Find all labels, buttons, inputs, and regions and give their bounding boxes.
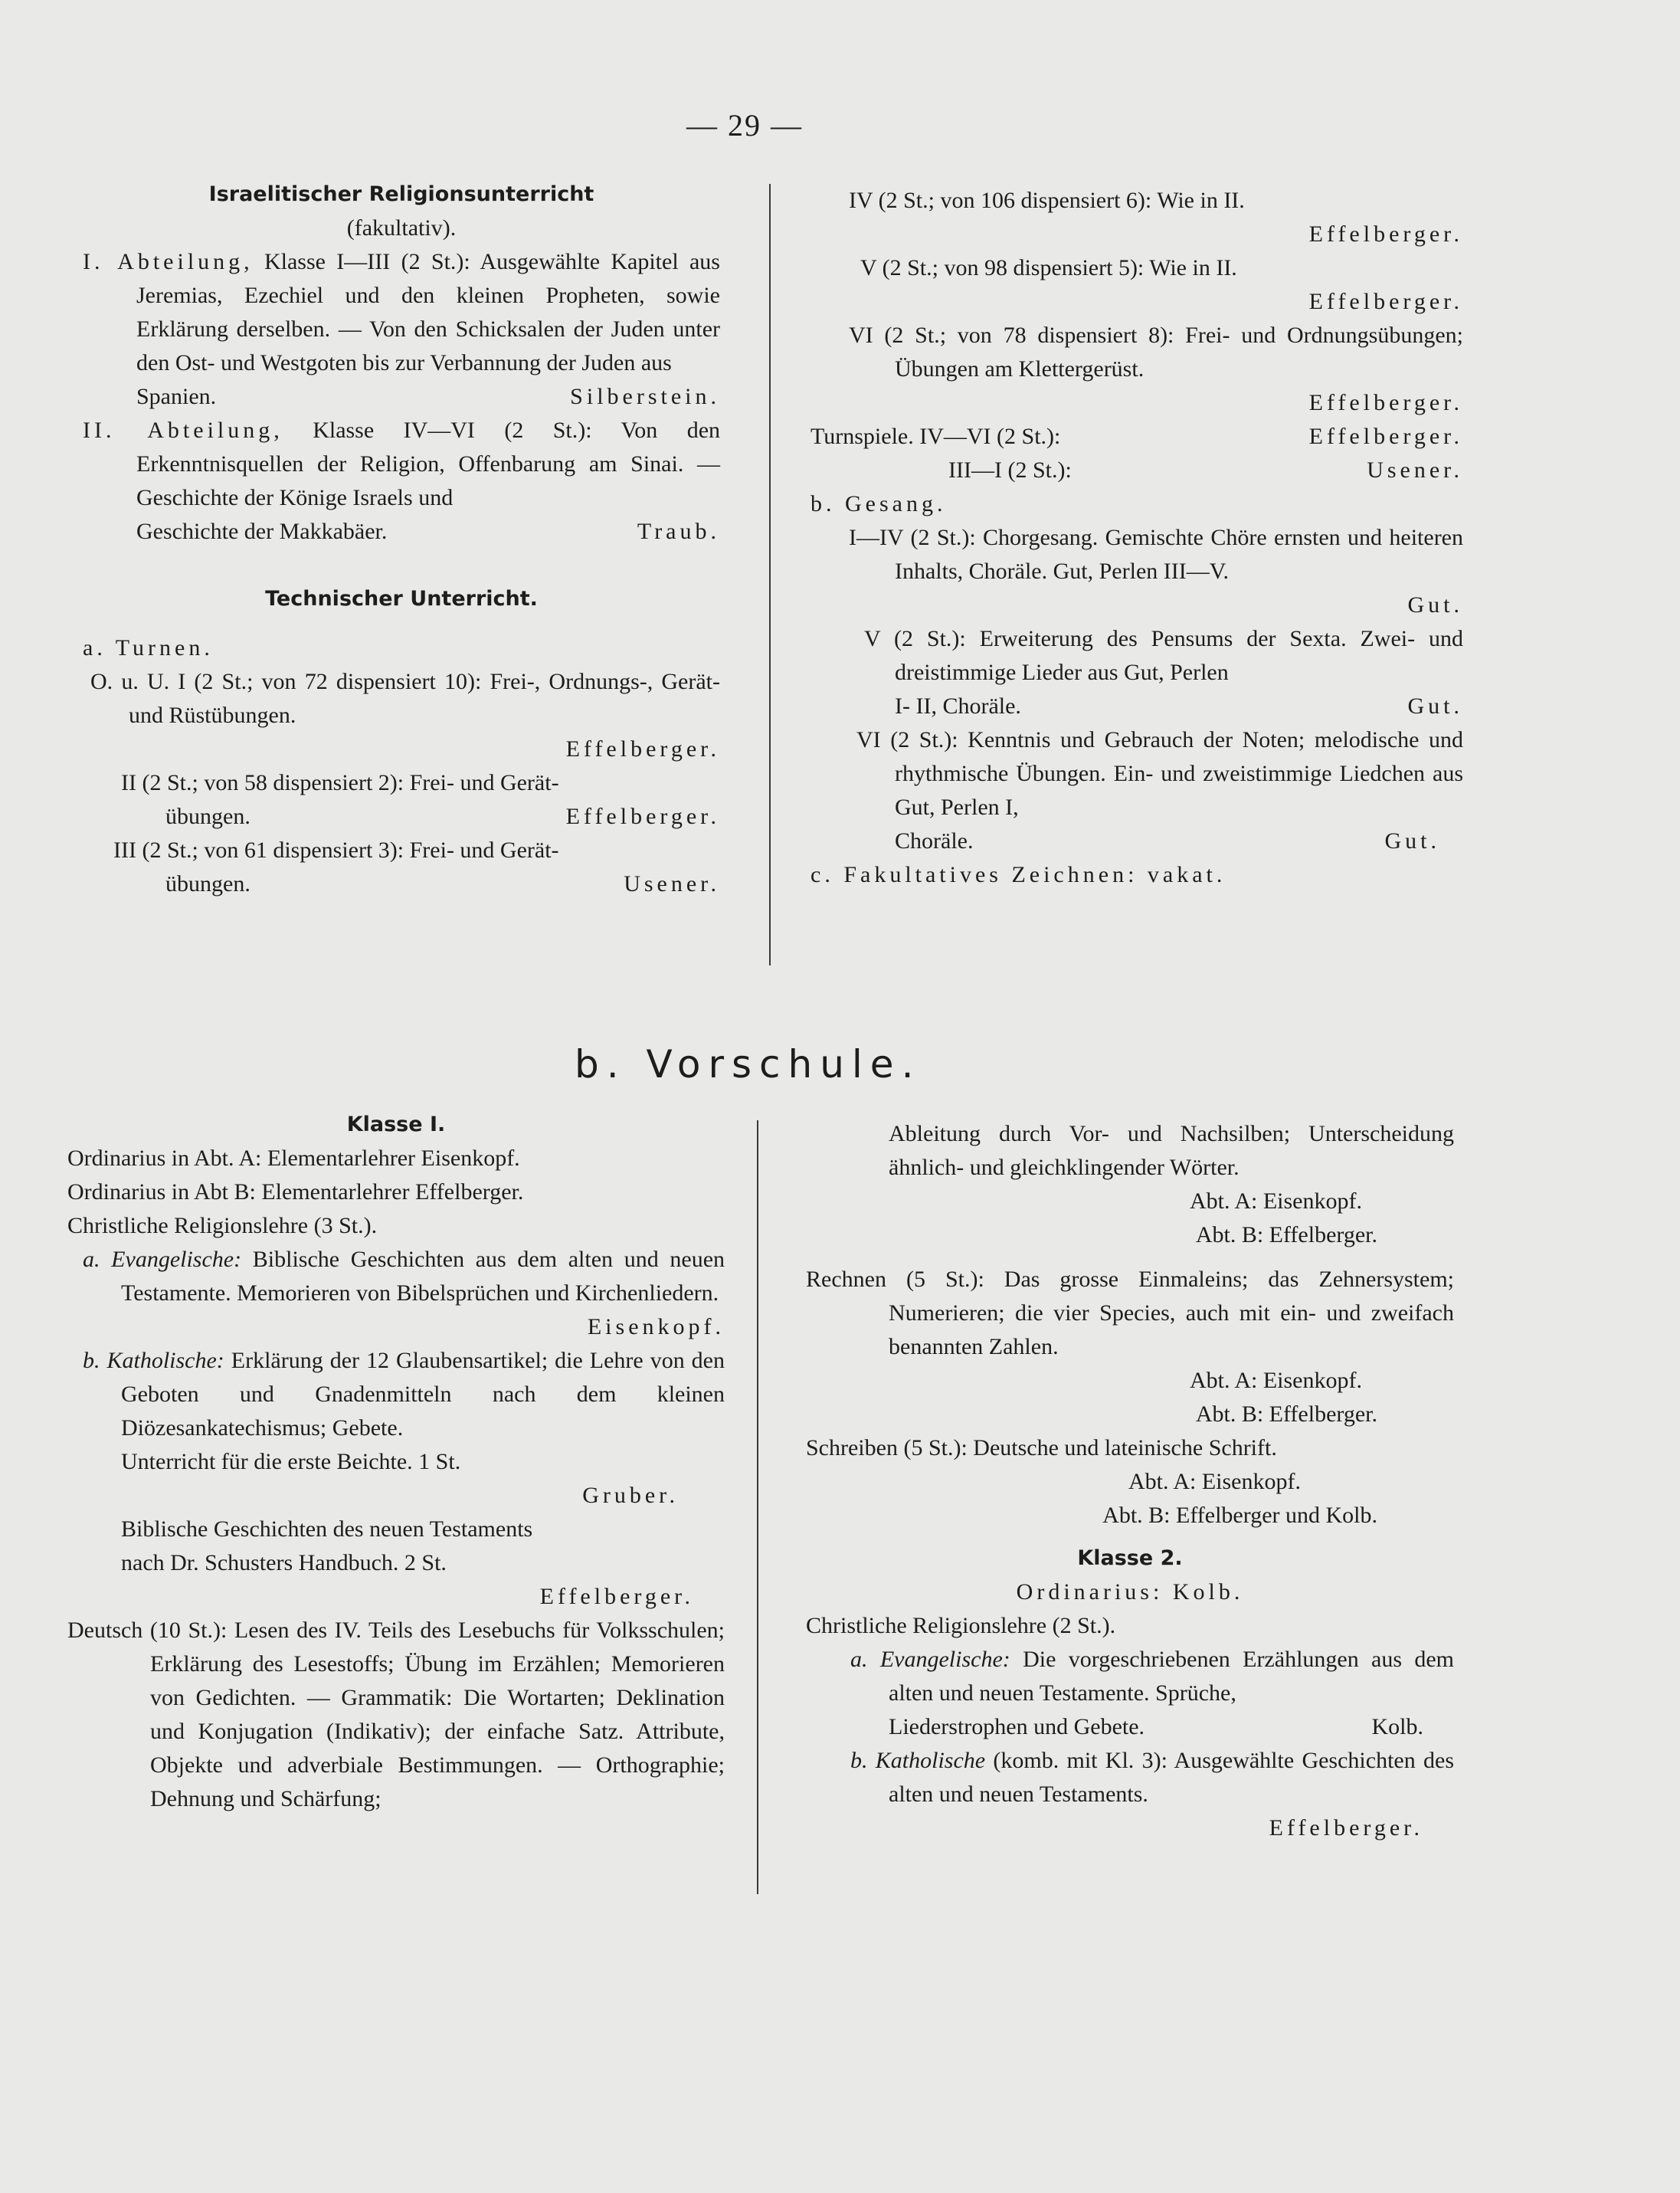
ableitung-abt-b: Abt. B: Effelberger.	[1195, 1222, 1377, 1247]
biblische-teacher-line	[67, 1580, 725, 1614]
rechnen-abt-b: Abt. B: Effelberger.	[1195, 1401, 1377, 1427]
lower-right-column	[806, 1117, 1454, 1845]
turnen-iii-last-line: übungen. Usener.	[165, 867, 720, 901]
teacher-name: Gut.	[1384, 828, 1440, 854]
abteilung-2-label: II. Abteilung,	[83, 418, 283, 443]
teacher-name: Effelberger.	[1308, 221, 1463, 247]
gesang-i-iv-teacher-line	[811, 588, 1463, 622]
turnen-v-teacher-line	[811, 285, 1463, 319]
rechnen-text: Rechnen (5 St.): Das grosse Einmaleins; das Zehnersystem; Numerieren; die vier Species, auch mit ein- und zweifach benannten Zahlen.	[806, 1267, 1454, 1359]
schreiben-text: Schreiben (5 St.): Deutsche und lateinische Schrift.	[806, 1435, 1277, 1460]
heading-klasse-2: Klasse 2.	[1077, 1546, 1183, 1570]
teacher-name: Silberstein.	[570, 384, 720, 409]
evangelische-teacher-line	[67, 1310, 725, 1344]
teacher-name: Gut.	[1407, 693, 1463, 719]
evangelische-2-text: a. Evangelische: Die vorgeschriebenen Erzählungen aus dem alten und neuen Testamente. Sprüche,	[850, 1647, 1455, 1706]
heading-israelitischer-religionsunterricht: Israelitischer Religionsunterricht	[208, 182, 594, 206]
abteilung-1-label: I. Abteilung,	[83, 249, 254, 274]
evangelische-2-last-line: Liederstrophen und Gebete. Kolb.	[889, 1710, 1454, 1744]
zeichnen-text: c. Fakultatives Zeichnen: vakat.	[811, 862, 1226, 887]
turnspiele-line-1: Turnspiele. IV—VI (2 St.): Effelberger.	[811, 420, 1463, 454]
evangelische-text: a. Evangelische: Biblische Geschichten aus dem alten und neuen Testamente. Memorieren von Bibelsprüchen und Kirchenliedern.	[83, 1247, 725, 1306]
page-number: — 29 —	[686, 108, 803, 143]
abteilung-2-last-line: Geschichte der Makkabäer. Traub.	[136, 515, 720, 549]
gesang-vi-text: VI (2 St.): Kenntnis und Gebrauch der Noten; melodische und rhythmische Übungen. Ein- und zweistimmige Liedchen aus Gut, Perlen I,	[856, 727, 1463, 820]
upper-column-divider	[769, 184, 771, 965]
evangelische-label: a. Evangelische:	[83, 1247, 242, 1272]
upper-right-column	[811, 184, 1463, 892]
turnen-ii-last-line: übungen. Effelberger.	[165, 800, 720, 834]
turnen-ou-teacher-line	[83, 733, 720, 766]
teacher-name: Effelberger.	[1269, 1815, 1423, 1841]
abteilung-2-text: II. Abteilung, Klasse IV—VI (2 St.): Von den Erkenntnisquellen der Religion, Offenbarung am Sinai. — Geschichte der Könige Israels und	[83, 418, 721, 510]
deutsch-text: Deutsch (10 St.): Lesen des IV. Teils des Lesebuchs für Volksschulen; Erklärung des Lesestoffs; Übung im Erzählen; Memorieren von Gedichten. — Grammatik: Die Wortarten; Deklination und Konjugation (Indikativ); der einfache Satz. Attribute, Objekte und adverbiale Bestimmungen. — Orthographie; Dehnung und Schärfung;	[67, 1618, 725, 1811]
gesang-vi-last-line: Choräle. Gut.	[895, 824, 1463, 858]
gesang-label: b. Gesang.	[811, 491, 947, 516]
christliche-religionslehre: Christliche Religionslehre (3 St.).	[67, 1213, 378, 1238]
teacher-name: Usener.	[624, 871, 720, 897]
turnen-iii-text: III (2 St.; von 61 dispensiert 3): Frei- und Gerät-	[113, 838, 559, 863]
katholische-label: b. Katholische:	[83, 1348, 224, 1373]
ableitung-text: Ableitung durch Vor- und Nachsilben; Unterscheidung ähnlich- und gleichklingender Wörter.	[889, 1121, 1454, 1180]
turnen-ou-text: O. u. U. I (2 St.; von 72 dispensiert 10): Frei-, Ordnungs-, Gerät- und Rüstübungen.	[90, 669, 720, 728]
katholische-2-teacher-line	[806, 1811, 1454, 1845]
teacher-name: Effelberger.	[565, 736, 720, 762]
teacher-name: Gut.	[1407, 592, 1463, 618]
teacher-name: Effelberger.	[1308, 289, 1463, 314]
teacher-name: Effelberger.	[539, 1584, 694, 1609]
teacher-name: Gruber.	[582, 1483, 679, 1508]
turnspiele-line-2: III—I (2 St.): Usener.	[948, 454, 1463, 487]
ableitung-abt-a: Abt. A: Eisenkopf.	[1190, 1188, 1362, 1214]
turnen-iv-teacher-line	[811, 218, 1463, 251]
teacher-name: Effelberger.	[565, 804, 720, 829]
biblische-geschichten-text: Biblische Geschichten des neuen Testaments	[121, 1516, 533, 1542]
teacher-name: Eisenkopf.	[587, 1314, 725, 1339]
lower-left-column	[67, 1108, 725, 1816]
turnen-vi-teacher-line	[811, 386, 1463, 420]
turnen-iv-text: IV (2 St.; von 106 dispensiert 6): Wie in II.	[849, 188, 1245, 213]
heading-technischer-unterricht: Technischer Unterricht.	[265, 587, 538, 611]
katholische-last-line: Unterricht für die erste Beichte. 1 St.	[121, 1449, 461, 1474]
evangelische-2-label: a. Evangelische:	[850, 1647, 1010, 1672]
teacher-name: Traub.	[637, 519, 720, 544]
ordinarius-abt-b: Ordinarius in Abt B: Elementarlehrer Effelberger.	[67, 1179, 524, 1205]
heading-klasse-1: Klasse I.	[346, 1113, 446, 1136]
schreiben-abt-b: Abt. B: Effelberger und Kolb.	[1102, 1503, 1377, 1528]
katholische-2-label: b. Katholische	[850, 1748, 986, 1773]
katholische-teacher-line	[67, 1479, 725, 1513]
section-title-vorschule: b. Vorschule.	[575, 1042, 922, 1087]
turnen-ii-text: II (2 St.; von 58 dispensiert 2): Frei- und Gerät-	[121, 770, 559, 795]
upper-left-column	[83, 178, 720, 901]
heading-subtitle: (fakultativ).	[346, 215, 457, 241]
katholische-2-text: b. Katholische (komb. mit Kl. 3): Ausgewählte Geschichten des alten und neuen Testaments.	[850, 1748, 1454, 1807]
gesang-v-text: V (2 St.): Erweiterung des Pensums der Sexta. Zwei- und dreistimmige Lieder aus Gut, Perlen	[864, 626, 1463, 685]
christliche-religionslehre-2: Christliche Religionslehre (2 St.).	[806, 1613, 1116, 1638]
abteilung-1-last-line: Spanien. Silberstein.	[136, 380, 720, 414]
abteilung-1-text: I. Abteilung, Klasse I—III (2 St.): Ausgewählte Kapitel aus Jeremias, Ezechiel und den kleinen Propheten, sowie Erklärung derselben. — Von den Schicksalen der Juden unter den Ost- und Westgoten bis zur Verbannung der Juden aus	[83, 249, 720, 375]
turnen-v-text: V (2 St.; von 98 dispensiert 5): Wie in II.	[860, 255, 1237, 280]
rechnen-abt-a: Abt. A: Eisenkopf.	[1190, 1368, 1362, 1393]
katholische-text: b. Katholische: Erklärung der 12 Glaubensartikel; die Lehre von den Geboten und Gnadenmitteln nach dem kleinen Diözesankatechismus; Gebete.	[83, 1348, 725, 1441]
gesang-i-iv-text: I—IV (2 St.): Chorgesang. Gemischte Chöre ernsten und heiteren Inhalts, Choräle. Gut, Perlen III—V.	[849, 525, 1463, 584]
turnen-label: a. Turnen.	[83, 635, 214, 661]
schreiben-abt-a: Abt. A: Eisenkopf.	[1128, 1469, 1301, 1494]
gesang-v-last-line: I- II, Choräle. Gut.	[895, 690, 1463, 723]
ordinarius-abt-a: Ordinarius in Abt. A: Elementarlehrer Eisenkopf.	[67, 1146, 520, 1171]
lower-column-divider	[757, 1120, 758, 1894]
teacher-name: Effelberger.	[1308, 390, 1463, 415]
teacher-name: Kolb.	[1371, 1714, 1423, 1739]
teacher-name: Effelberger.	[1308, 424, 1463, 449]
ordinarius-klasse-2: Ordinarius: Kolb.	[1016, 1579, 1244, 1605]
turnen-vi-text: VI (2 St.; von 78 dispensiert 8): Frei- und Ordnungsübungen; Übungen am Klettergerüst.	[849, 323, 1463, 382]
teacher-name: Usener.	[1367, 457, 1463, 483]
biblische-geschichten-last-line: nach Dr. Schusters Handbuch. 2 St.	[121, 1550, 447, 1575]
